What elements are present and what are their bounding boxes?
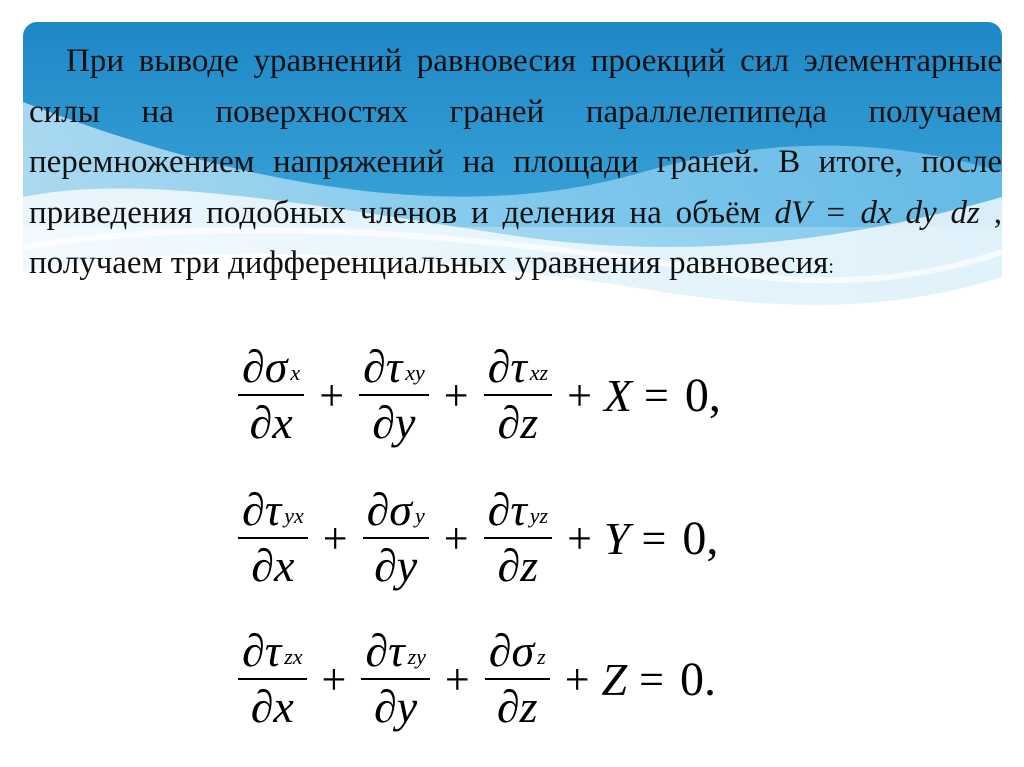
fraction-term (238, 483, 308, 593)
partial-symbol: ∂ (487, 341, 511, 392)
fraction-denominator: ∂x (250, 681, 294, 732)
stress-symbol: σ (264, 341, 288, 392)
plus-sign: + (564, 654, 590, 704)
equals-sign: = (639, 654, 664, 704)
partial-symbol: ∂ (242, 625, 265, 676)
plus-sign: + (321, 654, 347, 704)
stress-symbol: τ (385, 341, 403, 392)
paragraph-colon: : (828, 256, 834, 278)
partial-symbol: ∂ (487, 484, 511, 535)
plus-sign: + (567, 513, 592, 563)
stress-symbol: τ (510, 484, 527, 535)
equilibrium-equation-y (235, 483, 718, 593)
plus-sign: + (444, 654, 470, 704)
partial-symbol: ∂ (365, 625, 389, 676)
fraction-term (361, 624, 430, 734)
plus-sign: + (567, 370, 592, 420)
partial-symbol: ∂ (242, 484, 265, 535)
stress-subscript: xz (529, 360, 549, 385)
partial-symbol: ∂ (366, 484, 390, 535)
stress-symbol: τ (264, 625, 282, 676)
body-force: Z (601, 653, 628, 705)
stress-symbol: σ (511, 625, 535, 676)
stress-subscript: yx (284, 503, 304, 528)
fraction-denominator: ∂y (372, 397, 416, 448)
stress-subscript: z (537, 644, 546, 669)
fraction-term (238, 340, 304, 450)
right-hand-side: 0, (682, 511, 719, 565)
fraction-denominator: ∂y (374, 540, 418, 591)
stress-subscript: x (290, 360, 301, 385)
paragraph-text: При выводе уравнений равновесия проекций сил элементарные силы на поверхностях граней параллелепипеда получаем перемножением напряжений на площади граней. В итоге, после приведения подобных членов и деления на объём (29, 43, 1002, 231)
inline-formula: dV = dx dy dz (774, 194, 980, 231)
stress-subscript: zx (284, 644, 303, 669)
stress-symbol: τ (264, 484, 282, 535)
plus-sign: + (322, 513, 348, 563)
partial-symbol: ∂ (363, 341, 386, 392)
plus-sign: + (319, 370, 345, 420)
right-hand-side: 0, (684, 368, 721, 422)
stress-subscript: yz (529, 503, 549, 528)
fraction-term (484, 340, 553, 450)
intro-paragraph (29, 36, 1002, 293)
stress-symbol: τ (510, 341, 527, 392)
fraction-term (359, 340, 429, 450)
stress-symbol: σ (389, 484, 412, 535)
fraction-denominator: ∂y (374, 681, 418, 732)
equals-sign: = (644, 370, 669, 420)
equals-sign: = (641, 513, 667, 563)
stress-subscript: y (414, 503, 425, 528)
stress-symbol: τ (388, 625, 405, 676)
stress-subscript: xy (405, 360, 425, 385)
fraction-term (485, 624, 550, 734)
fraction-term (238, 624, 307, 734)
equilibrium-equation-x (235, 340, 721, 450)
partial-symbol: ∂ (242, 341, 265, 392)
stress-subscript: zy (407, 644, 426, 669)
fraction-denominator: ∂z (497, 540, 539, 591)
plus-sign: + (443, 513, 469, 563)
fraction-denominator: ∂z (496, 681, 538, 732)
body-force: X (603, 369, 633, 421)
paragraph-continuation: , получаем три дифференциальных уравнения равновесия (29, 194, 1002, 281)
fraction-term (363, 483, 429, 593)
fraction-denominator: ∂x (249, 397, 293, 448)
body-force: Y (603, 512, 630, 564)
fraction-denominator: ∂z (497, 397, 539, 448)
right-hand-side: 0. (679, 652, 716, 706)
partial-symbol: ∂ (488, 625, 512, 676)
plus-sign: + (443, 370, 469, 420)
equilibrium-equation-z (235, 624, 716, 734)
fraction-denominator: ∂x (251, 540, 295, 591)
fraction-term (484, 483, 553, 593)
